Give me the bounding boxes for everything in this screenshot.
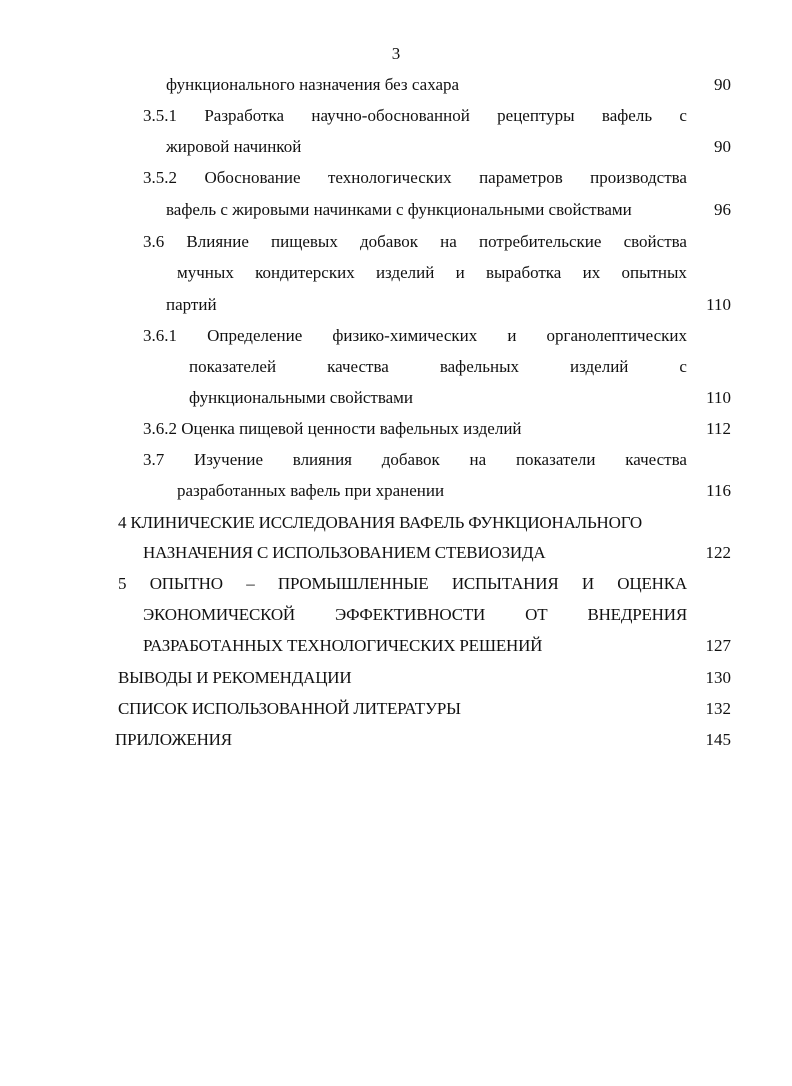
- toc-word: ИСПЫТАНИЯ: [451, 574, 559, 593]
- toc-entry-line: [143, 419, 522, 439]
- toc-word: кондитерских: [255, 263, 355, 282]
- toc-word: 5: [118, 574, 127, 593]
- toc-word: ЭКОНОМИЧЕСКОЙ: [143, 605, 296, 624]
- toc-word: производства: [590, 168, 687, 187]
- toc-word: опытных: [621, 263, 687, 282]
- toc-entry-line: [166, 137, 301, 157]
- toc-word: органолептических: [546, 326, 687, 345]
- toc-word: изделий: [375, 263, 435, 282]
- toc-entry-line: [143, 106, 687, 126]
- toc-word: разработанных вафель при хранении: [177, 481, 445, 500]
- toc-word: –: [246, 574, 255, 593]
- toc-word: их: [582, 263, 601, 282]
- toc-entry-line: [166, 75, 459, 95]
- toc-entry-line: [166, 200, 632, 220]
- toc-entry-line: [118, 699, 461, 719]
- toc-word: ВЫВОДЫ И РЕКОМЕНДАЦИИ: [118, 668, 352, 687]
- toc-word: пищевых: [271, 232, 338, 251]
- toc-entry-line: [189, 388, 413, 408]
- toc-word: Влияние: [186, 232, 249, 251]
- toc-word: 3.6.2 Оценка пищевой ценности вафельных изделий: [143, 419, 522, 438]
- toc-page-number: 132: [705, 699, 731, 718]
- toc-word: 3.6: [143, 232, 165, 251]
- toc-word: вафельных: [439, 357, 519, 376]
- toc-word: 3.7: [143, 450, 165, 469]
- toc-page-number: 127: [705, 636, 731, 655]
- toc-entry-line: [143, 168, 687, 188]
- toc-entry-line: [189, 357, 687, 377]
- toc-word: качества: [625, 450, 687, 469]
- toc-word: функционального назначения без сахара: [166, 75, 460, 94]
- toc-entry-line: [118, 513, 642, 533]
- toc-word: свойства: [623, 232, 687, 251]
- toc-word: выработка: [485, 263, 562, 282]
- toc-word: и: [507, 326, 517, 345]
- toc-word: ВНЕДРЕНИЯ: [587, 605, 687, 624]
- toc-word: технологических: [328, 168, 452, 187]
- toc-entry-line: [143, 450, 687, 470]
- toc-word: ОЦЕНКА: [617, 574, 687, 593]
- toc-word: ОПЫТНО: [149, 574, 223, 593]
- toc-page-number: 90: [714, 137, 731, 156]
- toc-word: 3.5.2: [143, 168, 177, 187]
- toc-word: показателей: [189, 357, 277, 376]
- toc-page-number: 96: [714, 200, 731, 219]
- toc-word: Разработка: [204, 106, 285, 125]
- toc-entry-line: [177, 263, 687, 283]
- toc-word: параметров: [479, 168, 563, 187]
- toc-word: вафель с жировыми начинками с функциональными свойствами: [166, 200, 632, 219]
- toc-word: добавок: [381, 450, 440, 469]
- toc-entry-line: [118, 574, 687, 594]
- toc-word: 3.6.1: [143, 326, 177, 345]
- toc-word: с: [679, 357, 687, 376]
- toc-word: научно-обоснованной: [311, 106, 470, 125]
- toc-word: 4 КЛИНИЧЕСКИЕ ИССЛЕДОВАНИЯ ВАФЕЛЬ ФУНКЦИОНАЛЬНОГО: [118, 513, 642, 532]
- toc-page-number: 145: [705, 730, 731, 749]
- toc-entry-line: [177, 481, 444, 501]
- toc-word: потребительские: [478, 232, 602, 251]
- toc-word: мучных: [177, 263, 234, 282]
- toc-word: влияния: [292, 450, 352, 469]
- toc-entry-line: [166, 295, 217, 315]
- toc-word: Обоснование: [204, 168, 301, 187]
- toc-entry-line: [143, 636, 542, 656]
- toc-entry-line: [115, 730, 232, 750]
- toc-word: рецептуры: [497, 106, 575, 125]
- toc-page-number: 90: [714, 75, 731, 94]
- toc-word: на: [469, 450, 487, 469]
- toc-page-number: 130: [705, 668, 731, 687]
- toc-word: показатели: [515, 450, 596, 469]
- toc-word: качества: [327, 357, 389, 376]
- toc-word: функциональными свойствами: [189, 388, 414, 407]
- toc-word: с: [679, 106, 687, 125]
- toc-word: ПРИЛОЖЕНИЯ: [115, 730, 232, 749]
- toc-entry-line: [143, 543, 545, 563]
- toc-word: НАЗНАЧЕНИЯ С ИСПОЛЬЗОВАНИЕМ СТЕВИОЗИДА: [143, 543, 546, 562]
- toc-page-number: 110: [706, 295, 731, 314]
- toc-word: И: [581, 574, 594, 593]
- toc-word: вафель: [601, 106, 653, 125]
- toc-entry-line: [143, 326, 687, 346]
- toc-entry-line: [118, 668, 351, 688]
- toc-word: партий: [166, 295, 217, 314]
- toc-word: жировой начинкой: [166, 137, 302, 156]
- toc-word: Определение: [207, 326, 303, 345]
- toc-word: 3.5.1: [143, 106, 177, 125]
- page-number: 3: [391, 44, 401, 63]
- toc-word: ПРОМЫШЛЕННЫЕ: [277, 574, 429, 593]
- toc-page-number: 112: [706, 419, 731, 438]
- toc-entry-line: [143, 605, 687, 625]
- toc-word: на: [440, 232, 457, 251]
- toc-page-number: 116: [706, 481, 731, 500]
- toc-word: Изучение: [194, 450, 263, 469]
- toc-word: и: [455, 263, 465, 282]
- toc-word: добавок: [359, 232, 418, 251]
- toc-page-number: 122: [705, 543, 731, 562]
- toc-word: ЭФФЕКТИВНОСТИ: [335, 605, 486, 624]
- toc-word: СПИСОК ИСПОЛЬЗОВАННОЙ ЛИТЕРАТУРЫ: [118, 699, 461, 718]
- toc-word: физико-химических: [332, 326, 478, 345]
- toc-word: ОТ: [525, 605, 548, 624]
- toc-word: РАЗРАБОТАННЫХ ТЕХНОЛОГИЧЕСКИХ РЕШЕНИЙ: [143, 636, 543, 655]
- toc-page-number: 110: [706, 388, 731, 407]
- toc-word: изделий: [570, 357, 629, 376]
- toc-entry-line: [143, 232, 687, 252]
